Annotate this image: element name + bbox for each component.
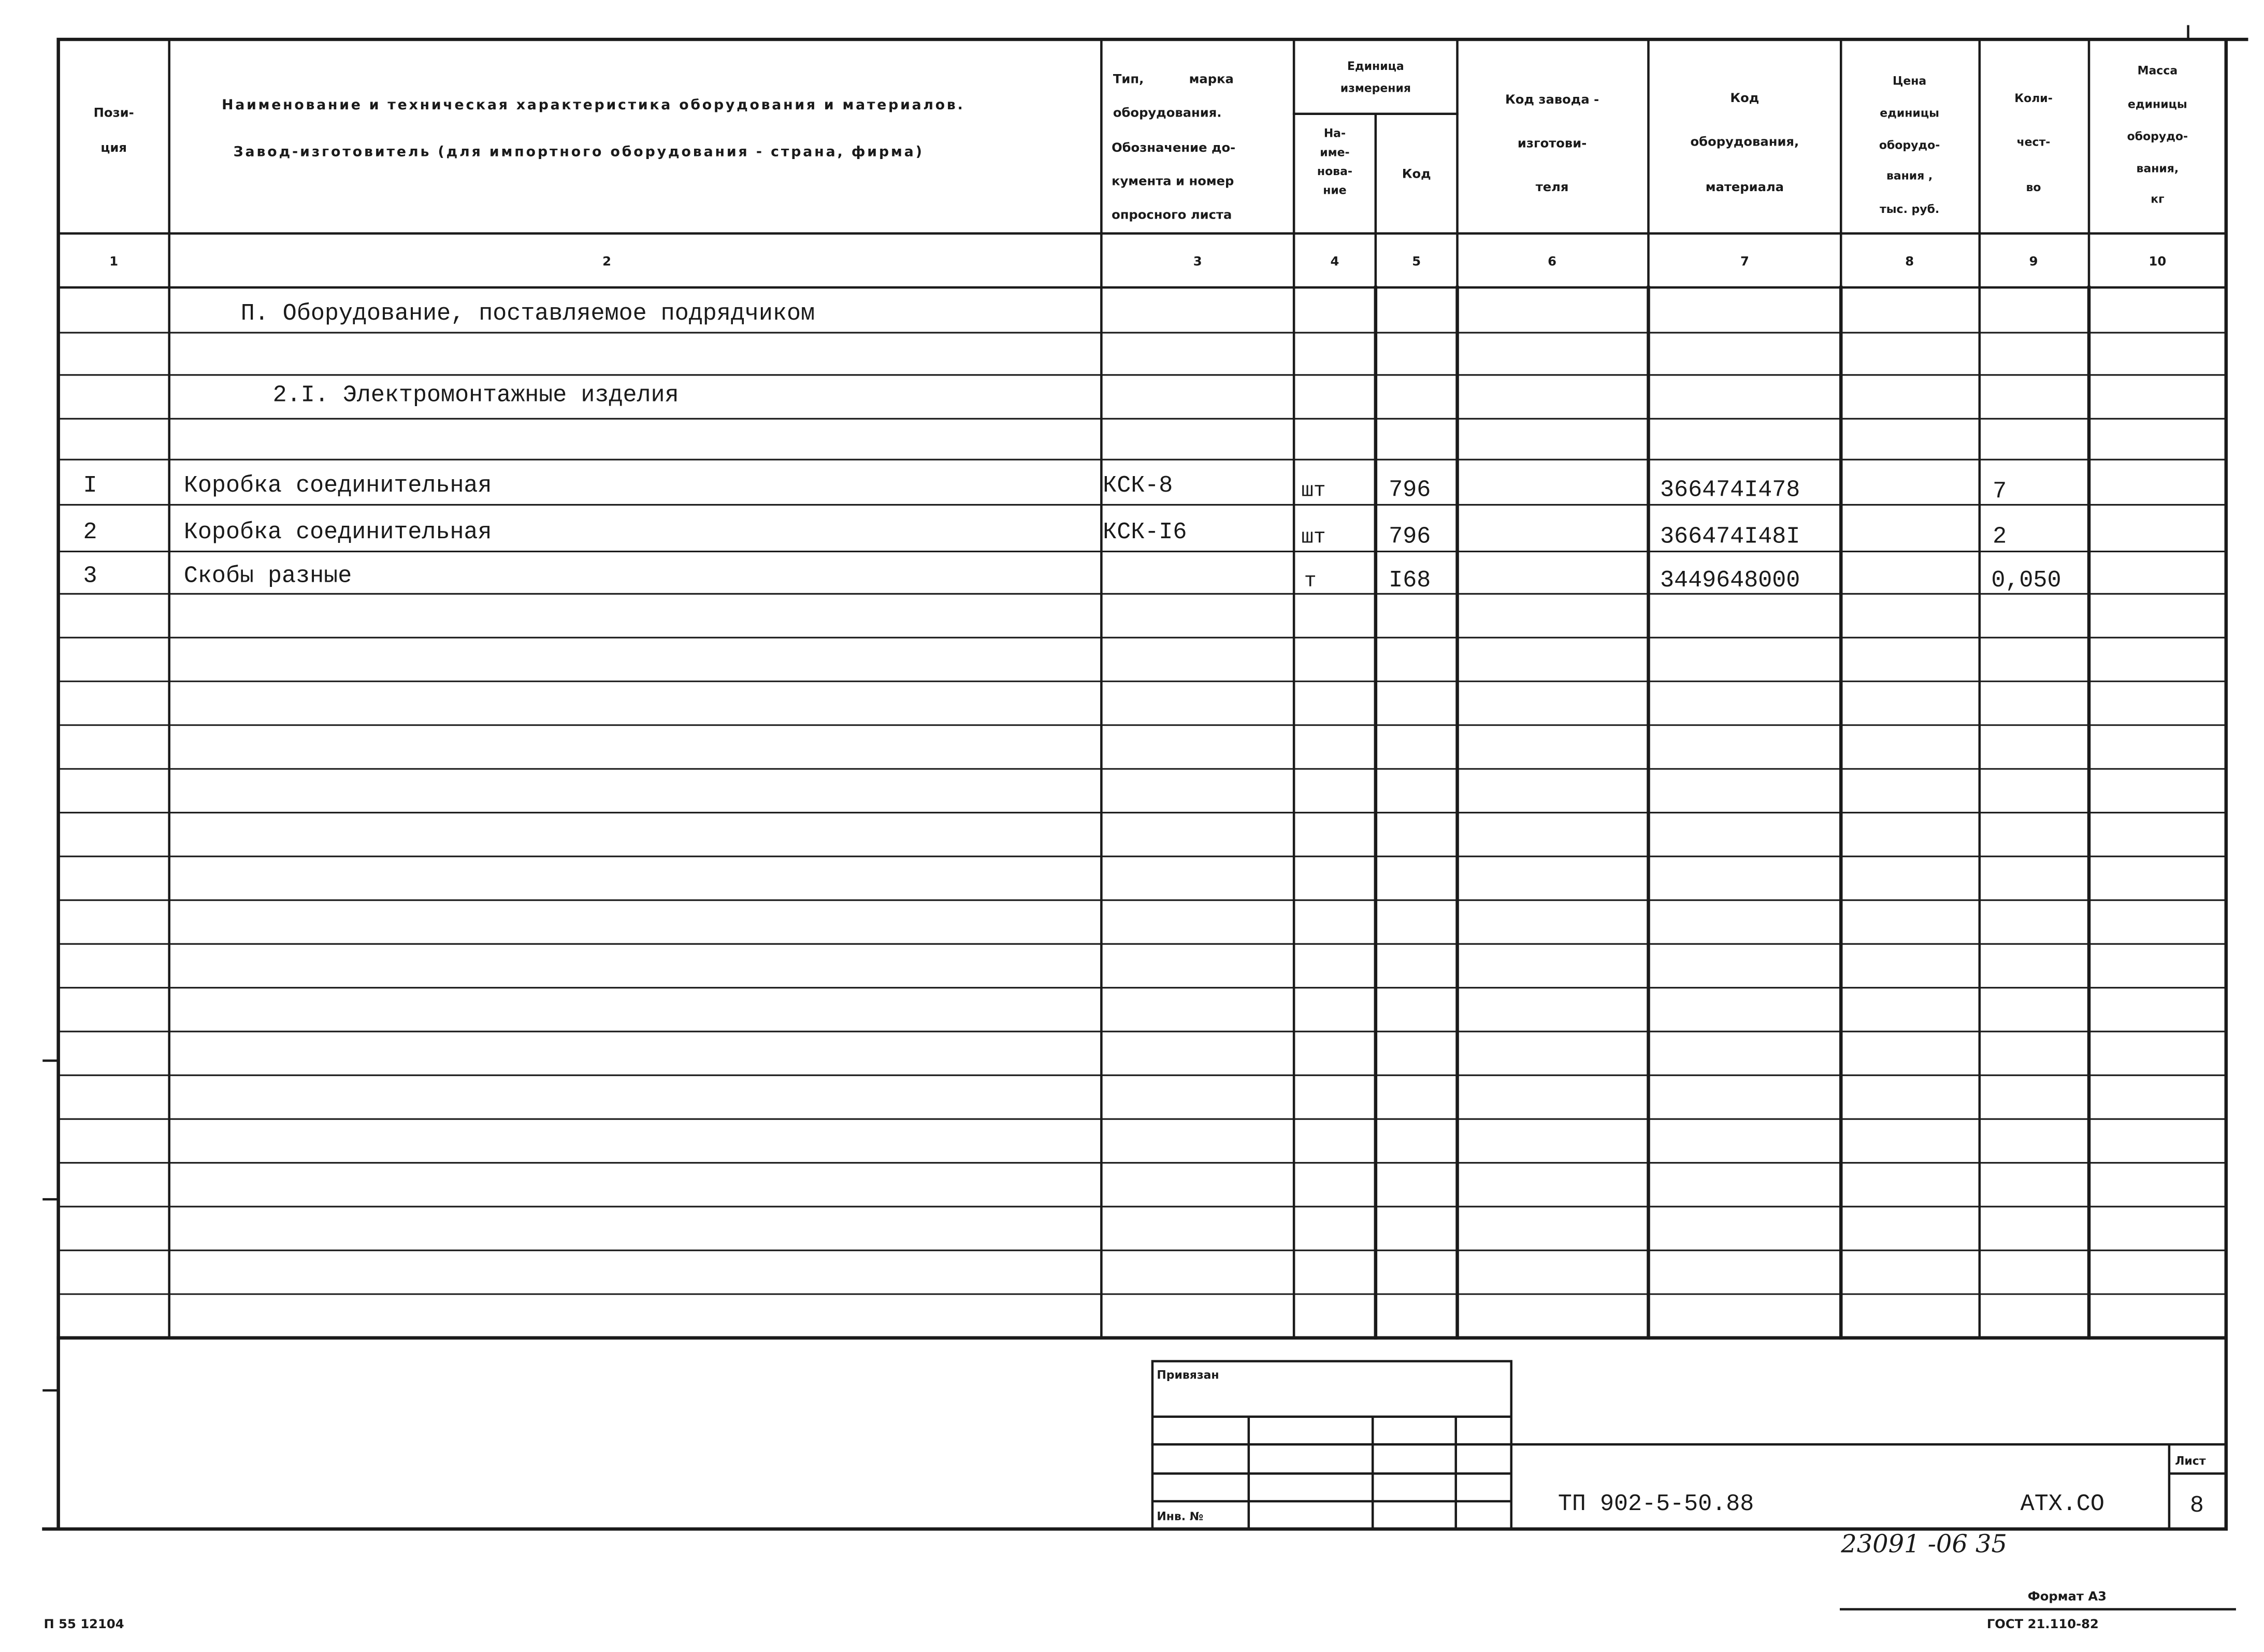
column-number: 7 [1740,254,1749,269]
row-unit-code: 796 [1389,476,1431,504]
row-unit-code: I68 [1389,567,1431,594]
header-price-text: тыс. руб. [1879,203,1940,217]
row-name: Скобы разные [183,562,352,590]
row-name: Коробка соединительная [183,519,492,546]
header-price-text: Цена [1892,75,1927,88]
header-type-text: кумента и номер [1112,174,1234,189]
header-mass-text: Масса [2137,64,2178,78]
outer-frame [44,39,2246,1529]
stamp-label: Привязан [1157,1369,1219,1382]
document-code: ТП 902-5-50.88 [1558,1490,1754,1517]
header-unit-code-text: Код [1402,166,1431,181]
header-plant-code-text: Код завода - [1505,92,1599,107]
header-position-text: ция [100,140,127,155]
header-equipment-code-text: Код [1730,91,1760,106]
header-unit-group-text: измерения [1340,82,1411,95]
table-header [94,60,2188,222]
header-quantity-text: Коли- [2014,92,2053,106]
column-number: 5 [1412,254,1421,269]
header-plant-code-text: изготови- [1517,136,1587,151]
row-unit-name: шт [1301,479,1326,502]
row-quantity: 2 [1993,523,2007,550]
row-position: I [83,472,97,499]
header-name-text: Наименование и техническая характеристика оборудования и материалов. [222,97,963,113]
column-number: 1 [109,254,119,269]
row-quantity: 7 [1993,478,2007,505]
header-price-text: единицы [1880,107,1939,120]
table-body [83,300,2061,594]
header-mass-text: единицы [2128,98,2187,111]
header-type-text: Обозначение до- [1112,140,1236,155]
header-unit-name-text: нова- [1317,165,1353,178]
row-quantity: 0,050 [1991,567,2061,594]
section-title: П. Оборудование, поставляемое подрядчиком [240,299,815,327]
row-position: 3 [83,562,97,590]
table-row [83,519,2007,550]
header-equipment-code-text: оборудования, [1690,134,1799,149]
row-position: 2 [83,519,97,546]
header-mass-text: оборудо- [2127,130,2188,143]
handwritten-number: 23091 -06 35 [1841,1530,2007,1559]
header-plant-code-text: теля [1535,179,1569,194]
header-equipment-code-text: материала [1705,179,1784,194]
header-price-text: оборудо- [1879,139,1940,152]
row-equipment-code: 366474I478 [1660,476,1800,504]
table-row [83,563,2061,594]
header-unit-name-text: име- [1320,146,1350,160]
page-footer [44,1530,2106,1631]
subsection-title: 2.I. Электромонтажные изделия [272,381,679,409]
sheet-number: 8 [2189,1491,2204,1519]
header-price-text: вания , [1886,169,1933,183]
sheet-label: Лист [2175,1455,2206,1468]
standard-reference: ГОСТ 21.110-82 [1986,1617,2099,1632]
header-position-text: Пози- [93,105,134,120]
header-manufacturer-text: Завод-изготовитель (для импортного оборудования - страна, фирма) [233,143,922,160]
header-mass-text: кг [2151,193,2165,206]
header-mass-text: вания, [2136,162,2179,176]
header-unit-group-text: Единица [1347,60,1404,74]
table-row [83,472,2007,505]
column-number: 10 [2148,254,2167,269]
margin-tick-marks [44,26,2188,1390]
header-type-text: Тип, марка [1113,71,1234,87]
header-type-text: опросного листа [1112,207,1232,222]
column-number: 4 [1330,254,1339,269]
row-type-mark: КСК-8 [1103,472,1173,499]
form-number: П 55 12104 [44,1617,124,1632]
document-designation: АТХ.СО [2020,1490,2104,1517]
column-number: 9 [2029,254,2038,269]
header-unit-name-text: ние [1323,184,1347,197]
row-type-mark: КСК-I6 [1103,519,1187,546]
row-unit-name: т [1304,569,1317,593]
row-name: Коробка соединительная [183,472,492,499]
header-unit-name-text: На- [1323,127,1346,140]
row-equipment-code: 3449648000 [1660,567,1800,594]
header-quantity-text: во [2026,181,2041,194]
column-number: 2 [602,254,612,269]
column-number: 6 [1548,254,1557,269]
row-unit-name: шт [1301,525,1326,549]
paper-format: Формат А3 [2027,1589,2107,1604]
header-quantity-text: чест- [2016,136,2051,149]
column-number: 8 [1905,254,1914,269]
column-number: 3 [1193,254,1202,269]
row-equipment-code: 366474I48I [1660,523,1800,550]
header-type-text: оборудования. [1113,105,1222,120]
column-number-row [109,254,2166,269]
table-grid [44,26,2246,1610]
inventory-label: Инв. № [1157,1510,1204,1524]
row-unit-code: 796 [1389,523,1431,550]
